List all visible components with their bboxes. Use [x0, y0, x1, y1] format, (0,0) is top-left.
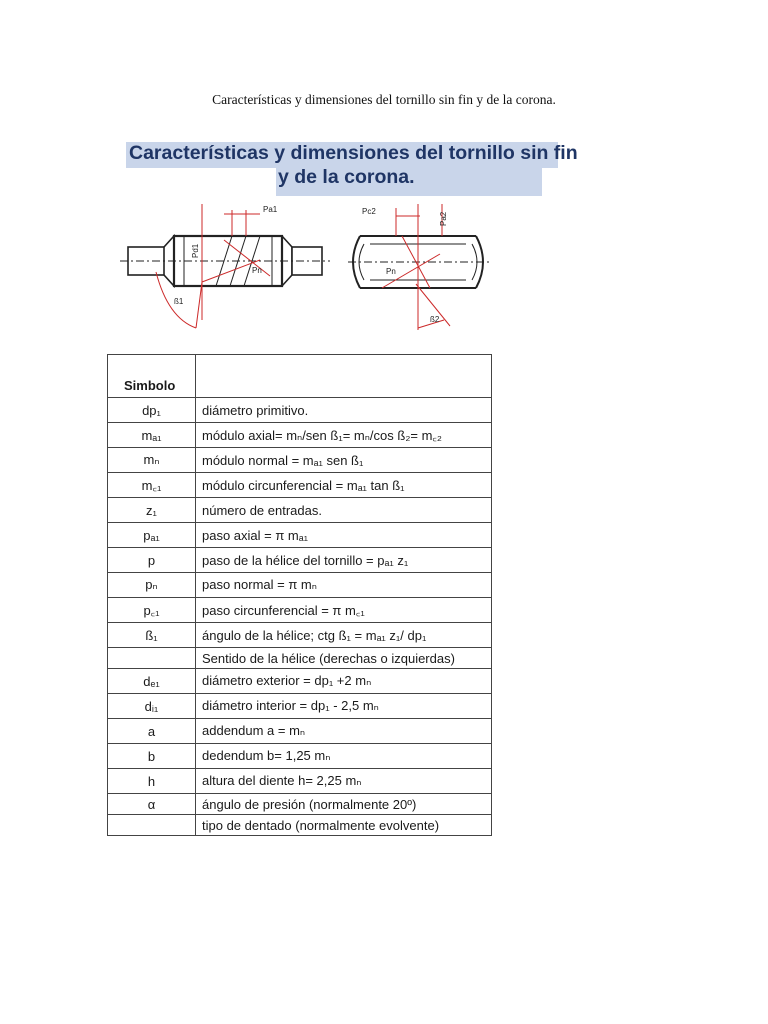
description-cell: paso normal = π mₙ	[196, 573, 492, 598]
parameter-table	[107, 354, 492, 836]
table-row	[108, 769, 492, 794]
table-row	[108, 719, 492, 744]
table-row	[108, 398, 492, 423]
table-row	[108, 669, 492, 694]
header-symbol: Simbolo	[108, 355, 196, 398]
table-row	[108, 473, 492, 498]
table-row	[108, 423, 492, 448]
description-cell: módulo axial= mₙ/sen ß₁= mₙ/cos ß₂= m꜀₂	[196, 423, 492, 448]
table-row	[108, 694, 492, 719]
figure-title-line1: Características y dimensiones del tornillo sin fin	[129, 142, 578, 164]
label-beta1: ß1	[174, 297, 184, 306]
symbol-cell	[108, 815, 196, 836]
description-cell: addendum a = mₙ	[196, 719, 492, 744]
symbol-cell: z₁	[108, 498, 196, 523]
symbol-cell: pₐ₁	[108, 523, 196, 548]
description-cell: diámetro primitivo.	[196, 398, 492, 423]
label-pd1: Pd1	[191, 243, 200, 258]
figure-title-line2: y de la corona.	[278, 166, 415, 188]
description-cell: paso de la hélice del tornillo = pₐ₁ z₁	[196, 548, 492, 573]
worm-gear-diagram	[120, 200, 500, 340]
table-row	[108, 498, 492, 523]
figure-title	[126, 140, 578, 198]
description-cell: módulo normal = mₐ₁ sen ß₁	[196, 448, 492, 473]
description-cell: diámetro interior = dp₁ - 2,5 mₙ	[196, 694, 492, 719]
description-cell: tipo de dentado (normalmente evolvente)	[196, 815, 492, 836]
table-row	[108, 548, 492, 573]
symbol-cell: m꜀₁	[108, 473, 196, 498]
description-cell: módulo circunferencial = mₐ₁ tan ß₁	[196, 473, 492, 498]
symbol-cell: dᵢ₁	[108, 694, 196, 719]
page-caption: Características y dimensiones del tornillo sin fin y de la corona.	[212, 92, 556, 107]
symbol-cell: pₙ	[108, 573, 196, 598]
label-pa2: Pa2	[439, 211, 448, 226]
description-cell: ángulo de la hélice; ctg ß₁ = mₐ₁ z₁/ dp₁	[196, 623, 492, 648]
table-row	[108, 815, 492, 836]
symbol-cell: a	[108, 719, 196, 744]
label-pa1: Pa1	[263, 205, 278, 214]
label-pn-left: Pn	[252, 266, 262, 275]
description-cell: diámetro exterior = dp₁ +2 mₙ	[196, 669, 492, 694]
description-cell: dedendum b= 1,25 mₙ	[196, 744, 492, 769]
symbol-cell: mₐ₁	[108, 423, 196, 448]
description-cell: paso axial = π mₐ₁	[196, 523, 492, 548]
description-cell: número de entradas.	[196, 498, 492, 523]
label-beta2: ß2	[430, 315, 440, 324]
description-cell: paso circunferencial = π m꜀₁	[196, 598, 492, 623]
table-row	[108, 744, 492, 769]
table-row	[108, 448, 492, 473]
description-cell: altura del diente h= 2,25 mₙ	[196, 769, 492, 794]
table-row	[108, 523, 492, 548]
header-description	[196, 355, 492, 398]
symbol-cell: α	[108, 794, 196, 815]
description-cell: Sentido de la hélice (derechas o izquierdas)	[196, 648, 492, 669]
symbol-cell	[108, 648, 196, 669]
symbol-cell: h	[108, 769, 196, 794]
table-row	[108, 598, 492, 623]
table-row	[108, 794, 492, 815]
symbol-cell: dₑ₁	[108, 669, 196, 694]
symbol-cell: p	[108, 548, 196, 573]
label-pn-right: Pn	[386, 267, 396, 276]
description-cell: ángulo de presión (normalmente 20º)	[196, 794, 492, 815]
table-row	[108, 573, 492, 598]
symbol-cell: dp₁	[108, 398, 196, 423]
symbol-cell: ß₁	[108, 623, 196, 648]
table-row	[108, 623, 492, 648]
symbol-cell: p꜀₁	[108, 598, 196, 623]
table-row	[108, 648, 492, 669]
symbol-cell: b	[108, 744, 196, 769]
symbol-cell: mₙ	[108, 448, 196, 473]
label-pc2: Pc2	[362, 207, 376, 216]
